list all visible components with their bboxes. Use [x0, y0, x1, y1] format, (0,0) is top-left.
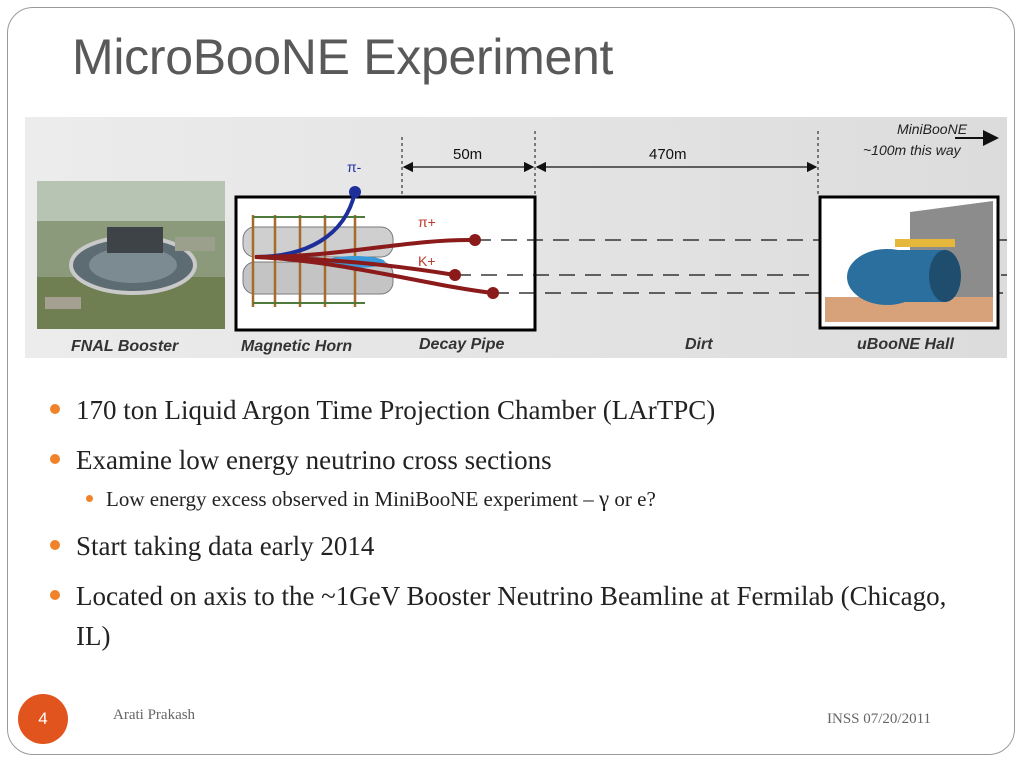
bullet-item: Located on axis to the ~1GeV Booster Neutrino Beamline at Fermilab (Chicago, IL)	[50, 576, 980, 656]
slide-title: MicroBooNE Experiment	[72, 29, 614, 85]
page-number-badge: 4	[18, 694, 68, 744]
decay-pipe-length-label: 50m	[453, 146, 483, 163]
miniboone-note-line1: MiniBooNE	[897, 121, 968, 137]
sub-bullet-text: Low energy excess observed in MiniBooNE experiment –	[106, 487, 594, 511]
region-label-dirt: Dirt	[685, 336, 713, 353]
booster-photo	[37, 181, 225, 329]
k-plus-endpoint	[449, 269, 461, 281]
region-label-booster: FNAL Booster	[71, 338, 179, 355]
region-label-horn: Magnetic Horn	[241, 338, 353, 355]
dirt-length-label: 470m	[649, 146, 687, 163]
sub-bullet-item	[86, 484, 980, 514]
miniboone-note-line2: ~100m this way	[863, 142, 961, 158]
pi-minus-label: π-	[347, 159, 362, 175]
bullet-item: Start taking data early 2014	[50, 526, 980, 566]
pi-plus-endpoint	[469, 234, 481, 246]
gamma-symbol: γ	[599, 486, 610, 511]
k-plus-label: K+	[418, 253, 436, 269]
pi-plus-label: π+	[418, 214, 436, 230]
bullet-list	[50, 390, 980, 666]
sub-bullet-tail: or e?	[614, 487, 656, 511]
bullet-item: 170 ton Liquid Argon Time Projection Chamber (LArTPC)	[50, 390, 980, 430]
region-label-decay-pipe: Decay Pipe	[419, 336, 505, 353]
footer-date: INSS 07/20/2011	[827, 711, 932, 727]
third-track-endpoint	[487, 287, 499, 299]
footer-author: Arati Prakash	[113, 707, 196, 723]
bullet-item: Examine low energy neutrino cross sections	[50, 440, 980, 480]
beamline-diagram	[25, 117, 1007, 358]
pi-minus-endpoint	[349, 186, 361, 198]
region-label-hall: uBooNE Hall	[857, 336, 954, 353]
